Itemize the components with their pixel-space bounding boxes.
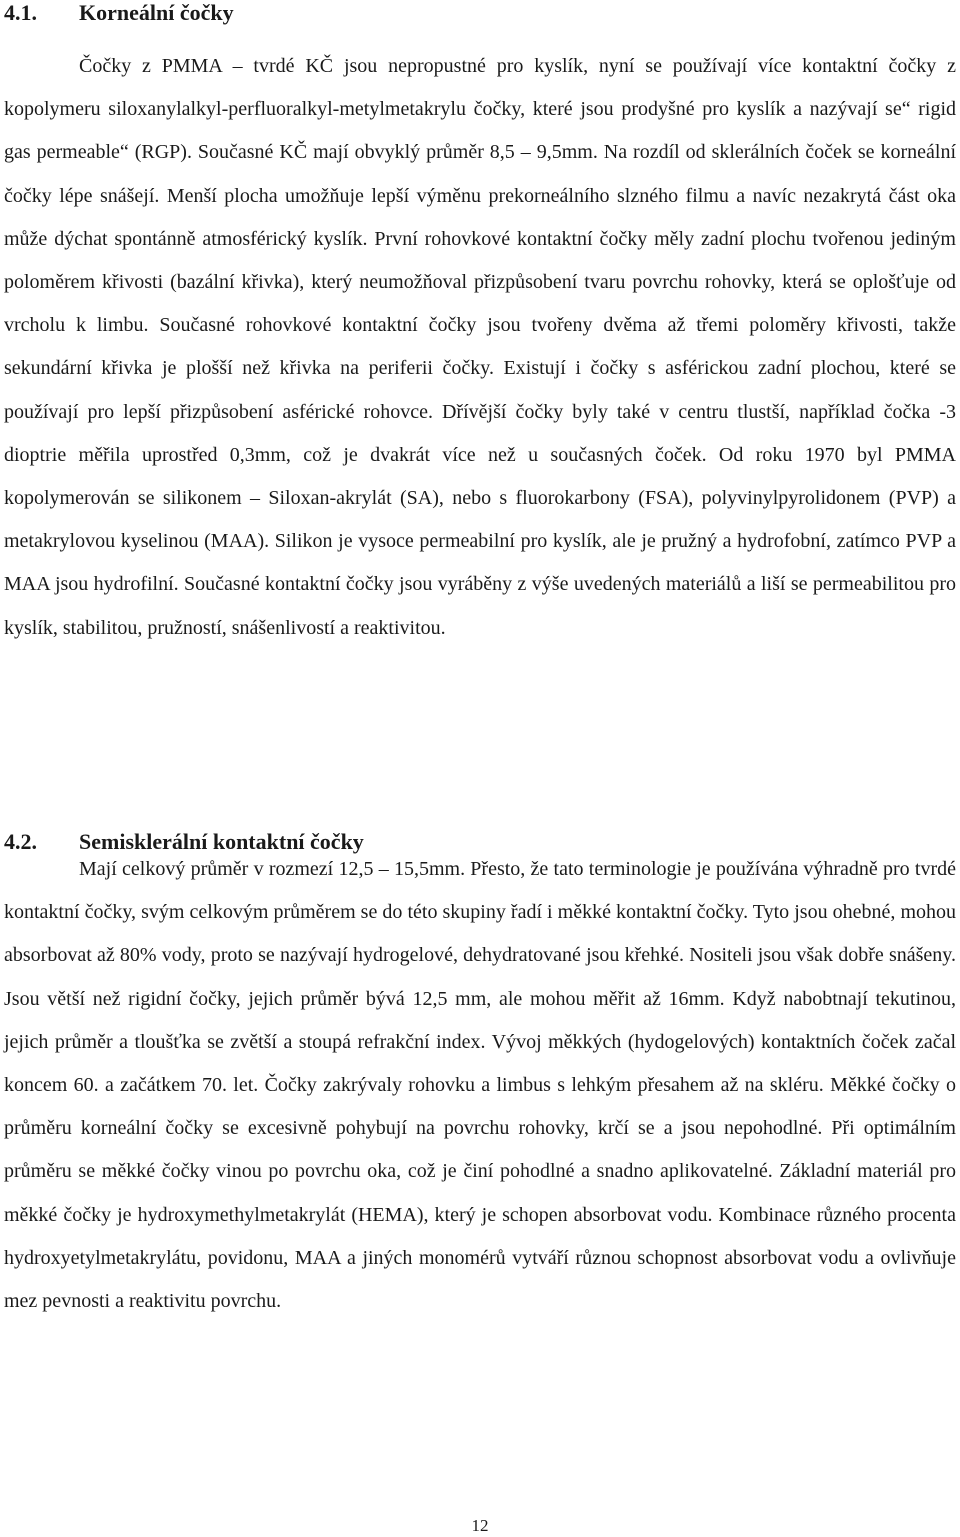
section-title: Semisklerální kontaktní čočky xyxy=(79,829,364,854)
page-number: 12 xyxy=(471,1516,489,1535)
section-paragraph: Čočky z PMMA – tvrdé KČ jsou nepropustné pro kyslík, nyní se používají více kontaktní čočky z kopolymeru siloxanylalkyl-perfluoralkyl-metylmetakrylu čočky, které jsou prodyšné pro kyslík a nazývají se“ rigid gas permeable“ (RGP). Současné KČ mají obvyklý průměr 8,5 – 9,5mm. Na rozdíl od sklerálních čoček se korneální čočky lépe snášejí. Menší plocha umožňuje lepší výměnu prekorneálního slzného filmu a navíc nezakrytá část oka může dýchat spontánně atmosférický kyslík. První rohovkové kontaktní čočky měly zadní plochu tvořenou jediným poloměrem křivosti (bazální křivka), který neumožňoval přizpůsobení tvaru povrchu rohovky, která se oplošťuje od vrcholu k limbu. Současné rohovkové kontaktní čočky jsou tvořeny dvěma až třemi poloměry křivosti, takže sekundární křivka je plošší než křivka na periferii čočky. Existují i čočky s asférickou zadní plochou, které se používají pro lepší přizpůsobení asférické rohovce. Dřívější čočky byly také v centru tlustší, například čočka -3 dioptrie měřila uprostřed 0,3mm, což je dvakrát více než u současných čoček. Od roku 1970 byl PMMA kopolymerován se silikonem – Siloxan-akrylát (SA), nebo s fluorokarbony (FSA), polyvinylpyrolidonem (PVP) a metakrylovou kyselinou (MAA). Silikon je vysoce permeabilní pro kyslík, ale je pružný a hydrofobní, zatímco PVP a MAA jsou hydrofilní. Současné kontaktní čočky jsou vyráběny z výše uvedených materiálů a liší se permeabilitou pro kyslík, stabilitou, pružností, snášenlivostí a reaktivitou. xyxy=(4,55,956,639)
section-number: 4.1. xyxy=(4,0,37,25)
section-number: 4.2. xyxy=(4,829,37,854)
section-title: Korneální čočky xyxy=(79,0,234,25)
section-paragraph: Mají celkový průměr v rozmezí 12,5 – 15,5mm. Přesto, že tato terminologie je používána výhradně pro tvrdé kontaktní čočky, svým celkovým průměrem se do této skupiny řadí i měkké kontaktní čočky. Tyto jsou ohebné, mohou absorbovat až 80% vody, proto se nazývají hydrogelové, dehydratované jsou křehké. Nositeli jsou však dobře snášeny. Jsou větší než rigidní čočky, jejich průměr bývá 12,5 mm, ale mohou měřit až 16mm. Když nabobtnají tekutinou, jejich průměr a tloušťka se zvětší a stoupá refrakční index. Vývoj měkkých (hydogelových) kontaktních čoček začal koncem 60. a začátkem 70. let. Čočky zakrývaly rohovku a limbus s lehkým přesahem až na skléru. Měkké čočky o průměru korneální čočky se excesivně pohybují na povrchu rohovky, krčí se a jsou nepohodlné. Při optimálním průměru se měkké čočky vinou po povrchu oka, což je činí pohodlné a snadno aplikovatelné. Základní materiál pro měkké čočky je hydroxymethylmetakrylát (HEMA), který je schopen absorbovat vodu. Kombinace různého procenta hydroxyetylmetakrylátu, povidonu, MAA a jiných monomérů vytváří různou schopnost absorbovat vodu a ovlivňuje mez pevnosti a reaktivitu povrchu. xyxy=(4,858,956,1313)
